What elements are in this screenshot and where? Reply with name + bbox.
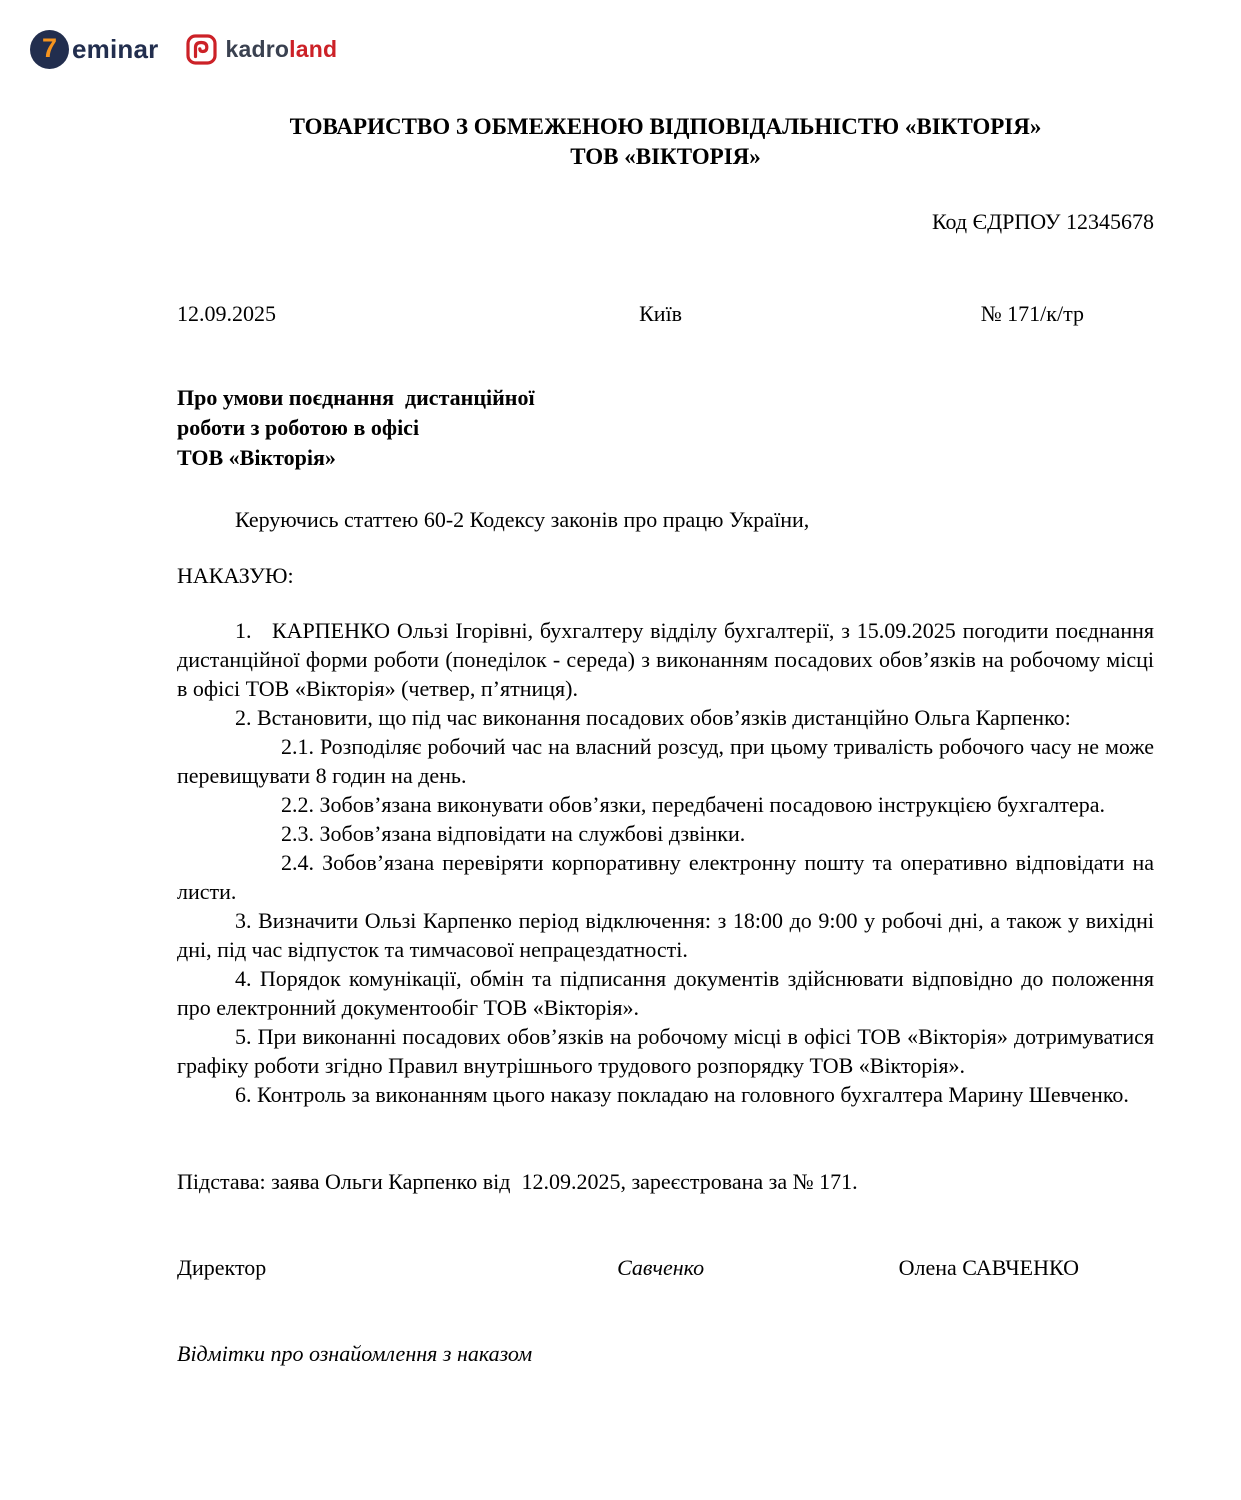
- order-item: 6. Контроль за виконанням цього наказу покладаю на головного бухгалтера Марину Шевченко.: [235, 1082, 1129, 1107]
- signer-name: Олена САВЧЕНКО: [898, 1255, 1079, 1280]
- order-item: 1. КАРПЕНКО Ользі Ігорівні, бухгалтеру відділу бухгалтерії, з 15.09.2025 погодити поєднання дистанційної форми роботи (понеділок - середа) з виконанням посадових обов’язків на робочому місці в офісі ТОВ «Вікторія» (четвер, п’ятниця).: [177, 618, 1154, 701]
- seminar-logo-digit: 7: [41, 33, 58, 63]
- preamble: Керуючись статтею 60-2 Кодексу законів про працю України,: [235, 507, 810, 532]
- company-name-short: ТОВ «ВІКТОРІЯ»: [570, 144, 761, 169]
- company-name-full: ТОВАРИСТВО З ОБМЕЖЕНОЮ ВІДПОВІДАЛЬНІСТЮ «ВІКТОРІЯ»: [289, 114, 1042, 139]
- document-date: 12.09.2025: [177, 301, 276, 326]
- basis-line: Підстава: заява Ольги Карпенко від 12.09.2025, зареєстрована за № 171.: [177, 1169, 858, 1194]
- subject-line-2: роботи з роботою в офісі: [177, 415, 420, 440]
- signature-row: [177, 1253, 1154, 1283]
- signer-position: Директор: [177, 1255, 267, 1280]
- order-item: 2. Встановити, що під час виконання посадових обов’язків дистанційно Ольга Карпенко:: [235, 705, 1071, 730]
- order-item: 2.3. Зобов’язана відповідати на службові дзвінки.: [281, 821, 746, 846]
- order-item: 3. Визначити Ользі Карпенко період відключення: з 18:00 до 9:00 у робочі дні, а також у вихідні дні, під час відпусток та тимчасової непрацездатності.: [177, 908, 1154, 962]
- seminar-logo-text: eminar: [72, 34, 159, 64]
- order-items: [177, 616, 1154, 1109]
- order-item: 5. При виконанні посадових обов’язків на робочому місці в офісі ТОВ «Вікторія» дотримуватися графіку роботи згідно Правил внутрішнього трудового розпорядку ТОВ «Вікторія».: [177, 1024, 1154, 1078]
- order-item: 2.2. Зобов’язана виконувати обов’язки, передбачені посадовою інструкцією бухгалтера.: [281, 792, 1106, 817]
- order-word: НАКАЗУЮ:: [177, 563, 294, 588]
- subject-line-3: ТОВ «Вікторія»: [177, 445, 336, 470]
- acknowledgement-note: Відмітки про ознайомлення з наказом: [177, 1341, 533, 1366]
- document-meta-row: [177, 299, 1154, 329]
- order-item: 4. Порядок комунікації, обмін та підписання документів здійснювати відповідно до положення про електронний документообіг ТОВ «Вікторія».: [177, 966, 1154, 1020]
- subject-line-1: Про умови поєднання дистанційної: [177, 385, 535, 410]
- kadroland-text-dark: kadro: [225, 36, 290, 62]
- company-name-block: [177, 112, 1154, 172]
- document-number: № 171/к/тр: [980, 301, 1084, 326]
- order-item: 2.4. Зобов’язана перевіряти корпоративну електронну пошту та оперативно відповідати на листи.: [177, 850, 1154, 904]
- order-item: 2.1. Розподіляє робочий час на власний розсуд, при цьому тривалість робочого часу не може перевищувати 8 годин на день.: [177, 734, 1154, 788]
- document-subject: [177, 383, 1154, 473]
- kadroland-text-red: land: [289, 36, 338, 62]
- document-city: Київ: [639, 301, 683, 326]
- edrpou-code: Код ЄДРПОУ 12345678: [931, 209, 1154, 234]
- signature-facsimile: Савченко: [617, 1255, 705, 1280]
